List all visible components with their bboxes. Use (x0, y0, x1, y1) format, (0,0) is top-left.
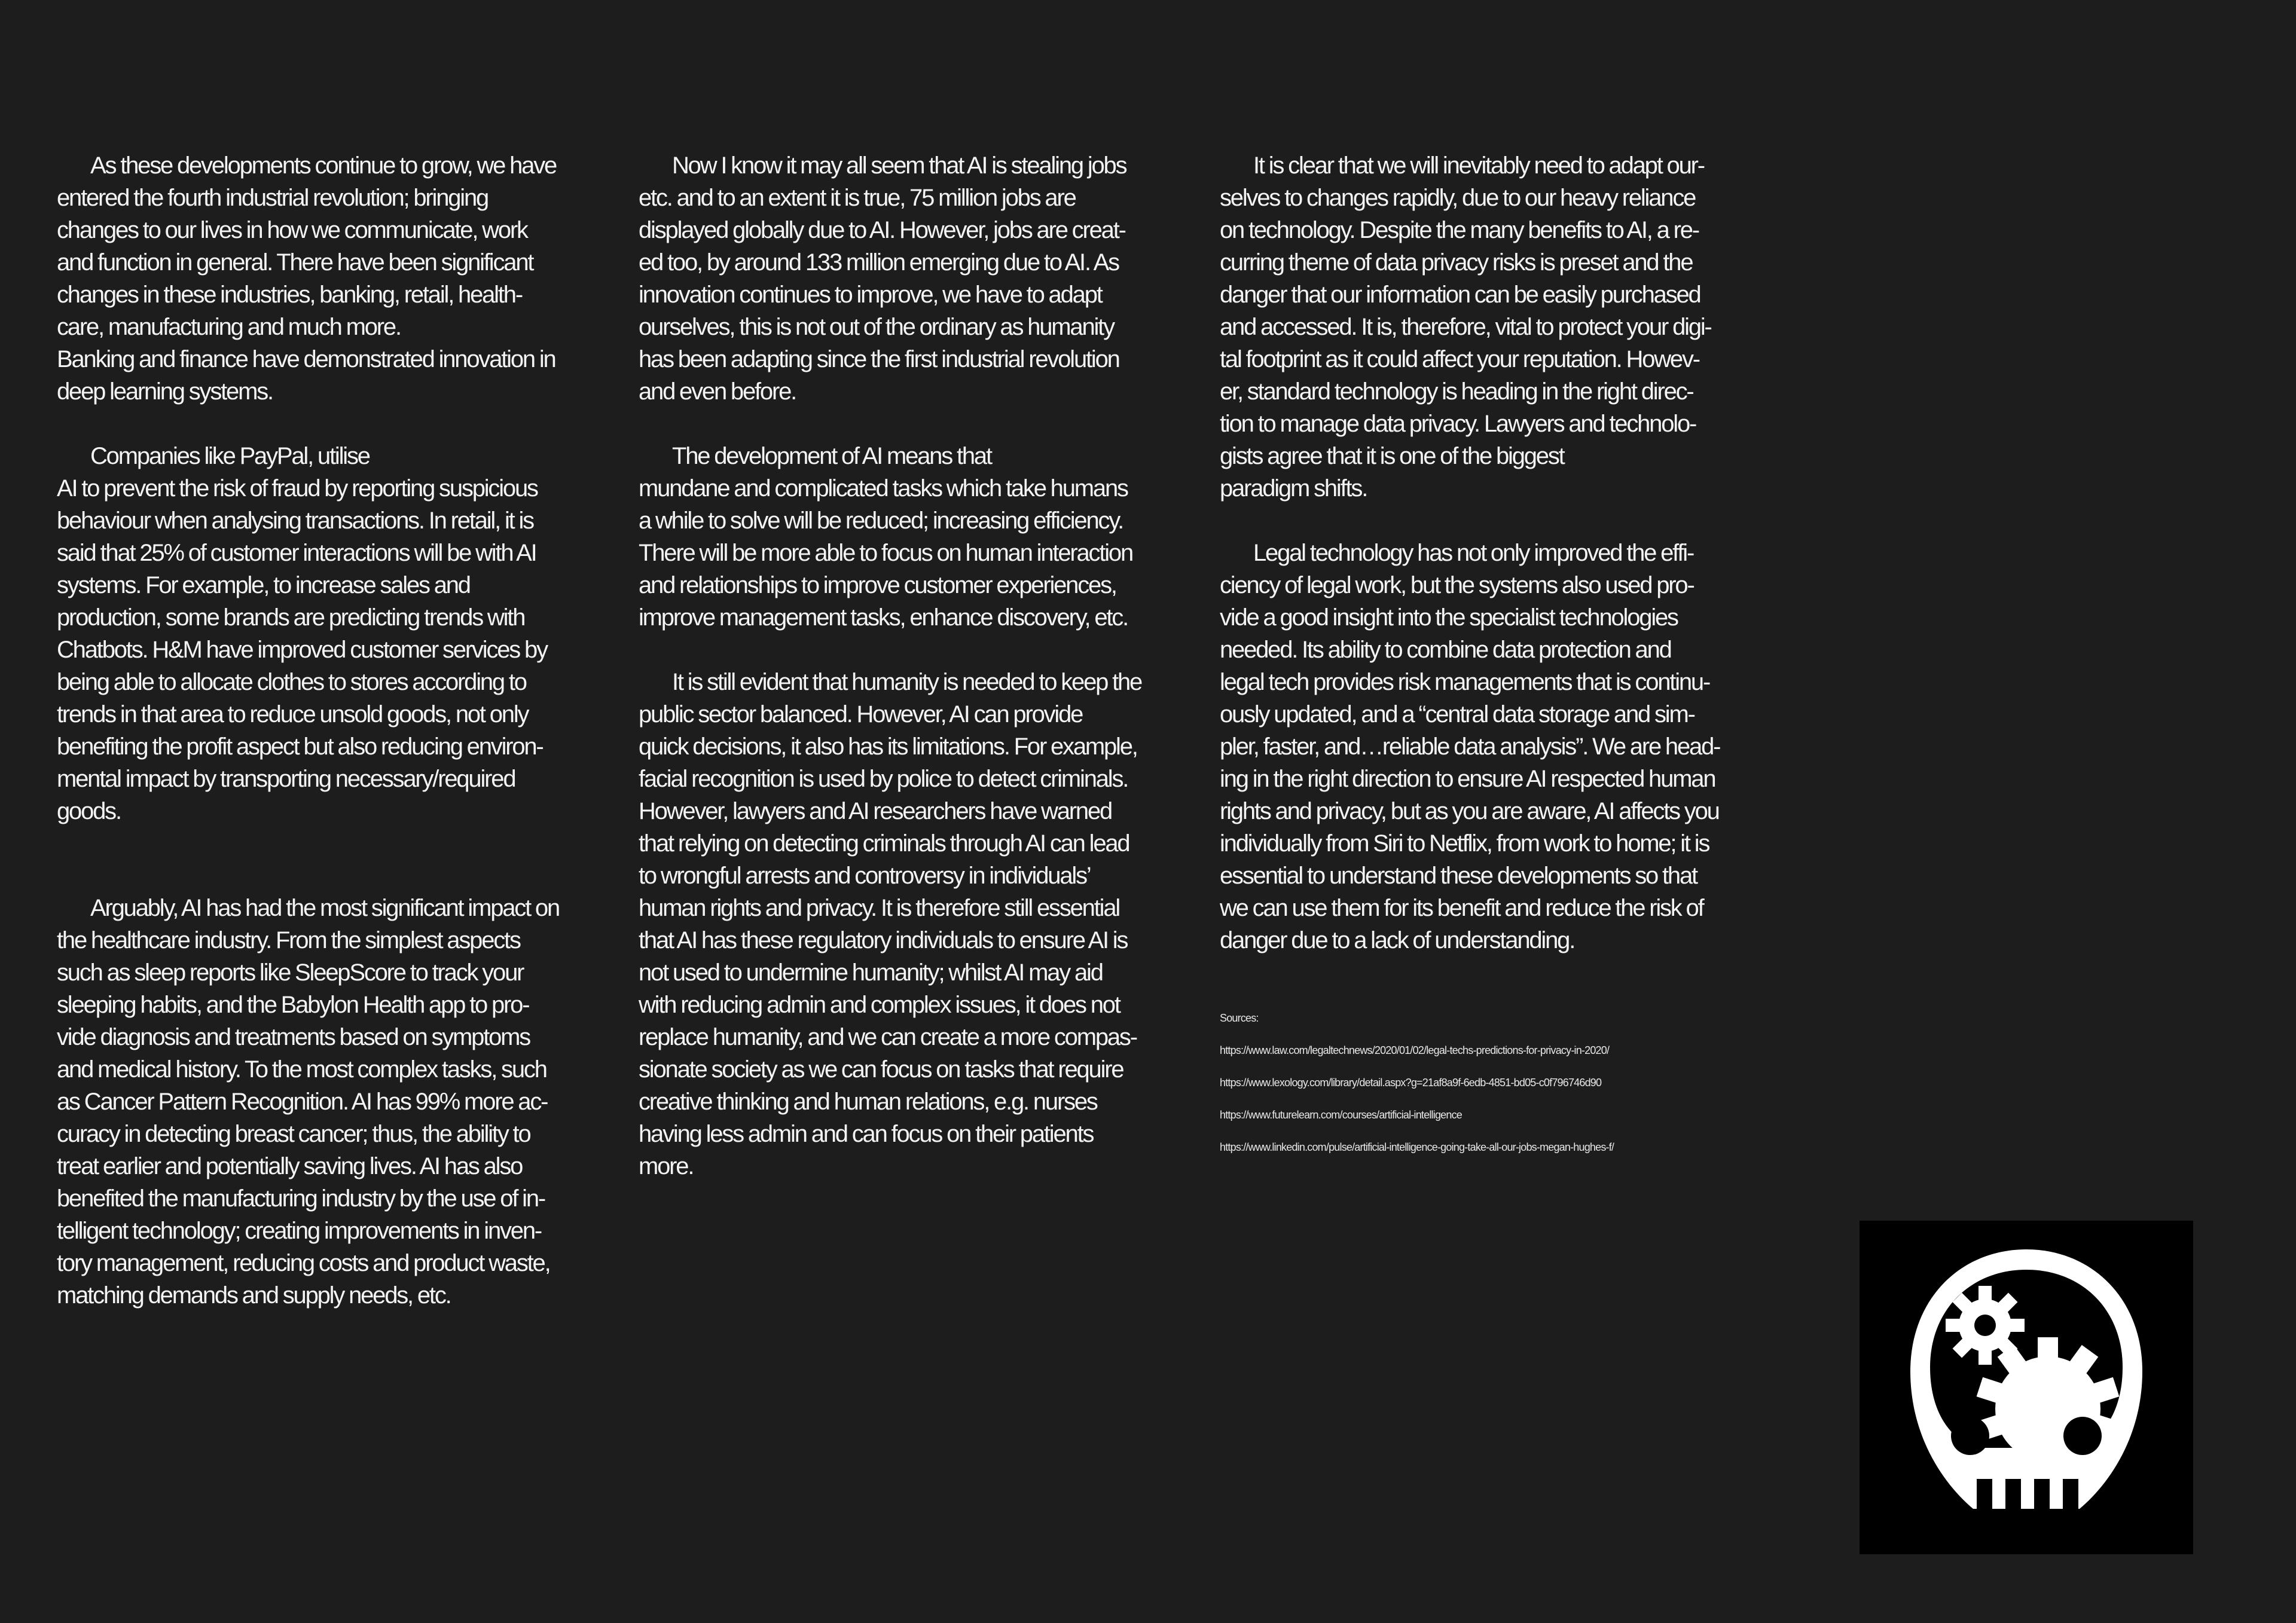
text-line: There will be more able to focus on human interaction (639, 540, 1133, 566)
text-line: having less admin and can focus on their patients (639, 1121, 1094, 1147)
text-line: not used to undermine humanity; whilst AI may aid (639, 959, 1103, 986)
text-line: quick decisions, it also has its limitations. For example, (639, 733, 1137, 760)
text-line: However, lawyers and AI researchers have warned (639, 798, 1112, 824)
text-line: care, manufacturing and much more. (57, 314, 401, 340)
text-line: gists agree that it is one of the biggest (1220, 443, 1564, 469)
text-line: facial recognition is used by police to detect criminals. (639, 766, 1128, 792)
text-line: tal footprint as it could affect your reputation. Howev- (1220, 346, 1699, 372)
text-line: AI to prevent the risk of fraud by reporting suspicious (57, 475, 538, 502)
text-line: replace humanity, and we can create a more compas- (639, 1024, 1137, 1050)
text-line: individually from Siri to Netflix, from work to home; it is (1220, 830, 1709, 857)
sources-list (1220, 1002, 1614, 1163)
text-line: selves to changes rapidly, due to our heavy reliance (1220, 185, 1696, 211)
text-line: creative thinking and human relations, e.g. nurses (639, 1089, 1097, 1115)
text-line: public sector balanced. However, AI can provide (639, 701, 1083, 728)
text-line: production, some brands are predicting trends with (57, 604, 525, 631)
text-line: mundane and complicated tasks which take humans (639, 475, 1128, 502)
text-line: It is still evident that humanity is needed to keep the (672, 669, 1142, 695)
text-line: curring theme of data privacy risks is preset and the (1220, 249, 1693, 276)
source-link[interactable]: https://www.futurelearn.com/courses/artificial-intelligence (1220, 1109, 1462, 1121)
text-line: innovation continues to improve, we have to adapt (639, 282, 1102, 308)
text-line: ciency of legal work, but the systems also used pro- (1220, 572, 1694, 598)
text-line: more. (639, 1153, 694, 1179)
text-line: trends in that area to reduce unsold goods, not only (57, 701, 529, 728)
paragraph-gap (1220, 505, 1782, 537)
text-line: ing in the right direction to ensure AI respected human (1220, 766, 1715, 792)
text-line: Legal technology has not only improved the effi- (1253, 540, 1694, 566)
text-line: displayed globally due to AI. However, jobs are creat- (639, 217, 1125, 243)
text-line: etc. and to an extent it is true, 75 million jobs are (639, 185, 1076, 211)
text-line: matching demands and supply needs, etc. (57, 1282, 451, 1309)
text-line: systems. For example, to increase sales and (57, 572, 470, 598)
text-line: that relying on detecting criminals through AI can lead (639, 830, 1129, 857)
text-line: Arguably, AI has had the most significant impact on (90, 895, 559, 921)
text-line: Companies like PayPal, utilise (90, 443, 370, 469)
text-line: paradigm shifts. (1220, 475, 1367, 502)
text-line: that AI has these regulatory individuals to ensure AI is (639, 927, 1128, 953)
text-line: As these developments continue to grow, we have (90, 152, 557, 179)
text-line: ously updated, and a “central data storage and sim- (1220, 701, 1694, 728)
text-line: sleeping habits, and the Babylon Health app to pro- (57, 992, 529, 1018)
text-line: entered the fourth industrial revolution; bringing (57, 185, 488, 211)
text-line: tory management, reducing costs and product waste, (57, 1250, 550, 1276)
source-link[interactable]: https://www.lexology.com/library/detail.aspx?g=21af8a9f-6edb-4851-bd05-c0f796746d90 (1220, 1077, 1602, 1089)
text-line: The development of AI means that (672, 443, 991, 469)
text-line: sionate society as we can focus on tasks that require (639, 1056, 1123, 1083)
paragraph-gap (57, 408, 619, 440)
text-line: Banking and finance have demonstrated innovation in (57, 346, 555, 372)
source-link[interactable]: https://www.law.com/legaltechnews/2020/01/02/legal-techs-predictions-for-privacy-in-2020/ (1220, 1044, 1610, 1056)
text-line: danger due to a lack of understanding. (1220, 927, 1575, 953)
text-line: a while to solve will be reduced; increasing efficiency. (639, 508, 1123, 534)
text-line: and function in general. There have been significant (57, 249, 533, 276)
text-line: vide diagnosis and treatments based on symptoms (57, 1024, 530, 1050)
text-line: rights and privacy, but as you are aware, AI affects you (1220, 798, 1719, 824)
text-line: essential to understand these developments so that (1220, 863, 1697, 889)
text-line: It is clear that we will inevitably need to adapt our- (1253, 152, 1704, 179)
article-column-3 (1220, 149, 1782, 956)
text-line: ourselves, this is not out of the ordinary as humanity (639, 314, 1114, 340)
text-line: benefited the manufacturing industry by the use of in- (57, 1185, 545, 1212)
text-line: needed. Its ability to combine data protection and (1220, 637, 1671, 663)
text-line: danger that our information can be easily purchased (1220, 282, 1700, 308)
article-column-1 (57, 149, 619, 1312)
text-line: as Cancer Pattern Recognition. AI has 99% more ac- (57, 1089, 548, 1115)
text-line: on technology. Despite the many benefits to AI, a re- (1220, 217, 1699, 243)
text-line: benefiting the profit aspect but also reducing environ- (57, 733, 543, 760)
text-line: mental impact by transporting necessary/required (57, 766, 515, 792)
robot-head-gears-icon (1860, 1221, 2193, 1554)
text-line: legal tech provides risk managements that is continu- (1220, 669, 1710, 695)
text-line: deep learning systems. (57, 378, 273, 405)
text-line: er, standard technology is heading in the right direc- (1220, 378, 1693, 405)
text-line: goods. (57, 798, 121, 824)
text-line: changes to our lives in how we communicate, work (57, 217, 527, 243)
text-line: the healthcare industry. From the simplest aspects (57, 927, 520, 953)
text-line: we can use them for its benefit and reduce the risk of (1220, 895, 1703, 921)
text-line: and even before. (639, 378, 796, 405)
text-line: treat earlier and potentially saving lives. AI has also (57, 1153, 523, 1179)
text-line: behaviour when analysing transactions. In retail, it is (57, 508, 533, 534)
text-line: to wrongful arrests and controversy in individuals’ (639, 863, 1091, 889)
text-line: such as sleep reports like SleepScore to track your (57, 959, 524, 986)
text-line: and medical history. To the most complex tasks, such (57, 1056, 546, 1083)
text-line: with reducing admin and complex issues, it does not (639, 992, 1120, 1018)
text-line: curacy in detecting breast cancer; thus, the ability to (57, 1121, 530, 1147)
text-line: tion to manage data privacy. Lawyers and technolo- (1220, 411, 1696, 437)
source-link[interactable]: https://www.linkedin.com/pulse/artificial-intelligence-going-take-all-our-jobs-megan-hughes-f/ (1220, 1141, 1614, 1153)
paragraph-gap (639, 408, 1201, 440)
text-line: improve management tasks, enhance discovery, etc. (639, 604, 1128, 631)
logo-panel (1860, 1221, 2193, 1554)
sources-heading: Sources: (1220, 1012, 1259, 1024)
text-line: pler, faster, and…reliable data analysis”. We are head- (1220, 733, 1720, 760)
text-line: Chatbots. H&M have improved customer services by (57, 637, 547, 663)
paragraph-gap (57, 827, 619, 892)
text-line: being able to allocate clothes to stores according to (57, 669, 526, 695)
text-line: and accessed. It is, therefore, vital to protect your digi- (1220, 314, 1711, 340)
text-line: and relationships to improve customer experiences, (639, 572, 1116, 598)
article-column-2 (639, 149, 1201, 1182)
text-line: human rights and privacy. It is therefore still essential (639, 895, 1120, 921)
text-line: changes in these industries, banking, retail, health- (57, 282, 522, 308)
text-line: telligent technology; creating improvements in inven- (57, 1218, 542, 1244)
text-line: vide a good insight into the specialist technologies (1220, 604, 1678, 631)
text-line: said that 25% of customer interactions will be with AI (57, 540, 536, 566)
paragraph-gap (639, 634, 1201, 666)
text-line: Now I know it may all seem that AI is stealing jobs (672, 152, 1126, 179)
text-line: has been adapting since the first industrial revolution (639, 346, 1119, 372)
text-line: ed too, by around 133 million emerging due to AI. As (639, 249, 1119, 276)
